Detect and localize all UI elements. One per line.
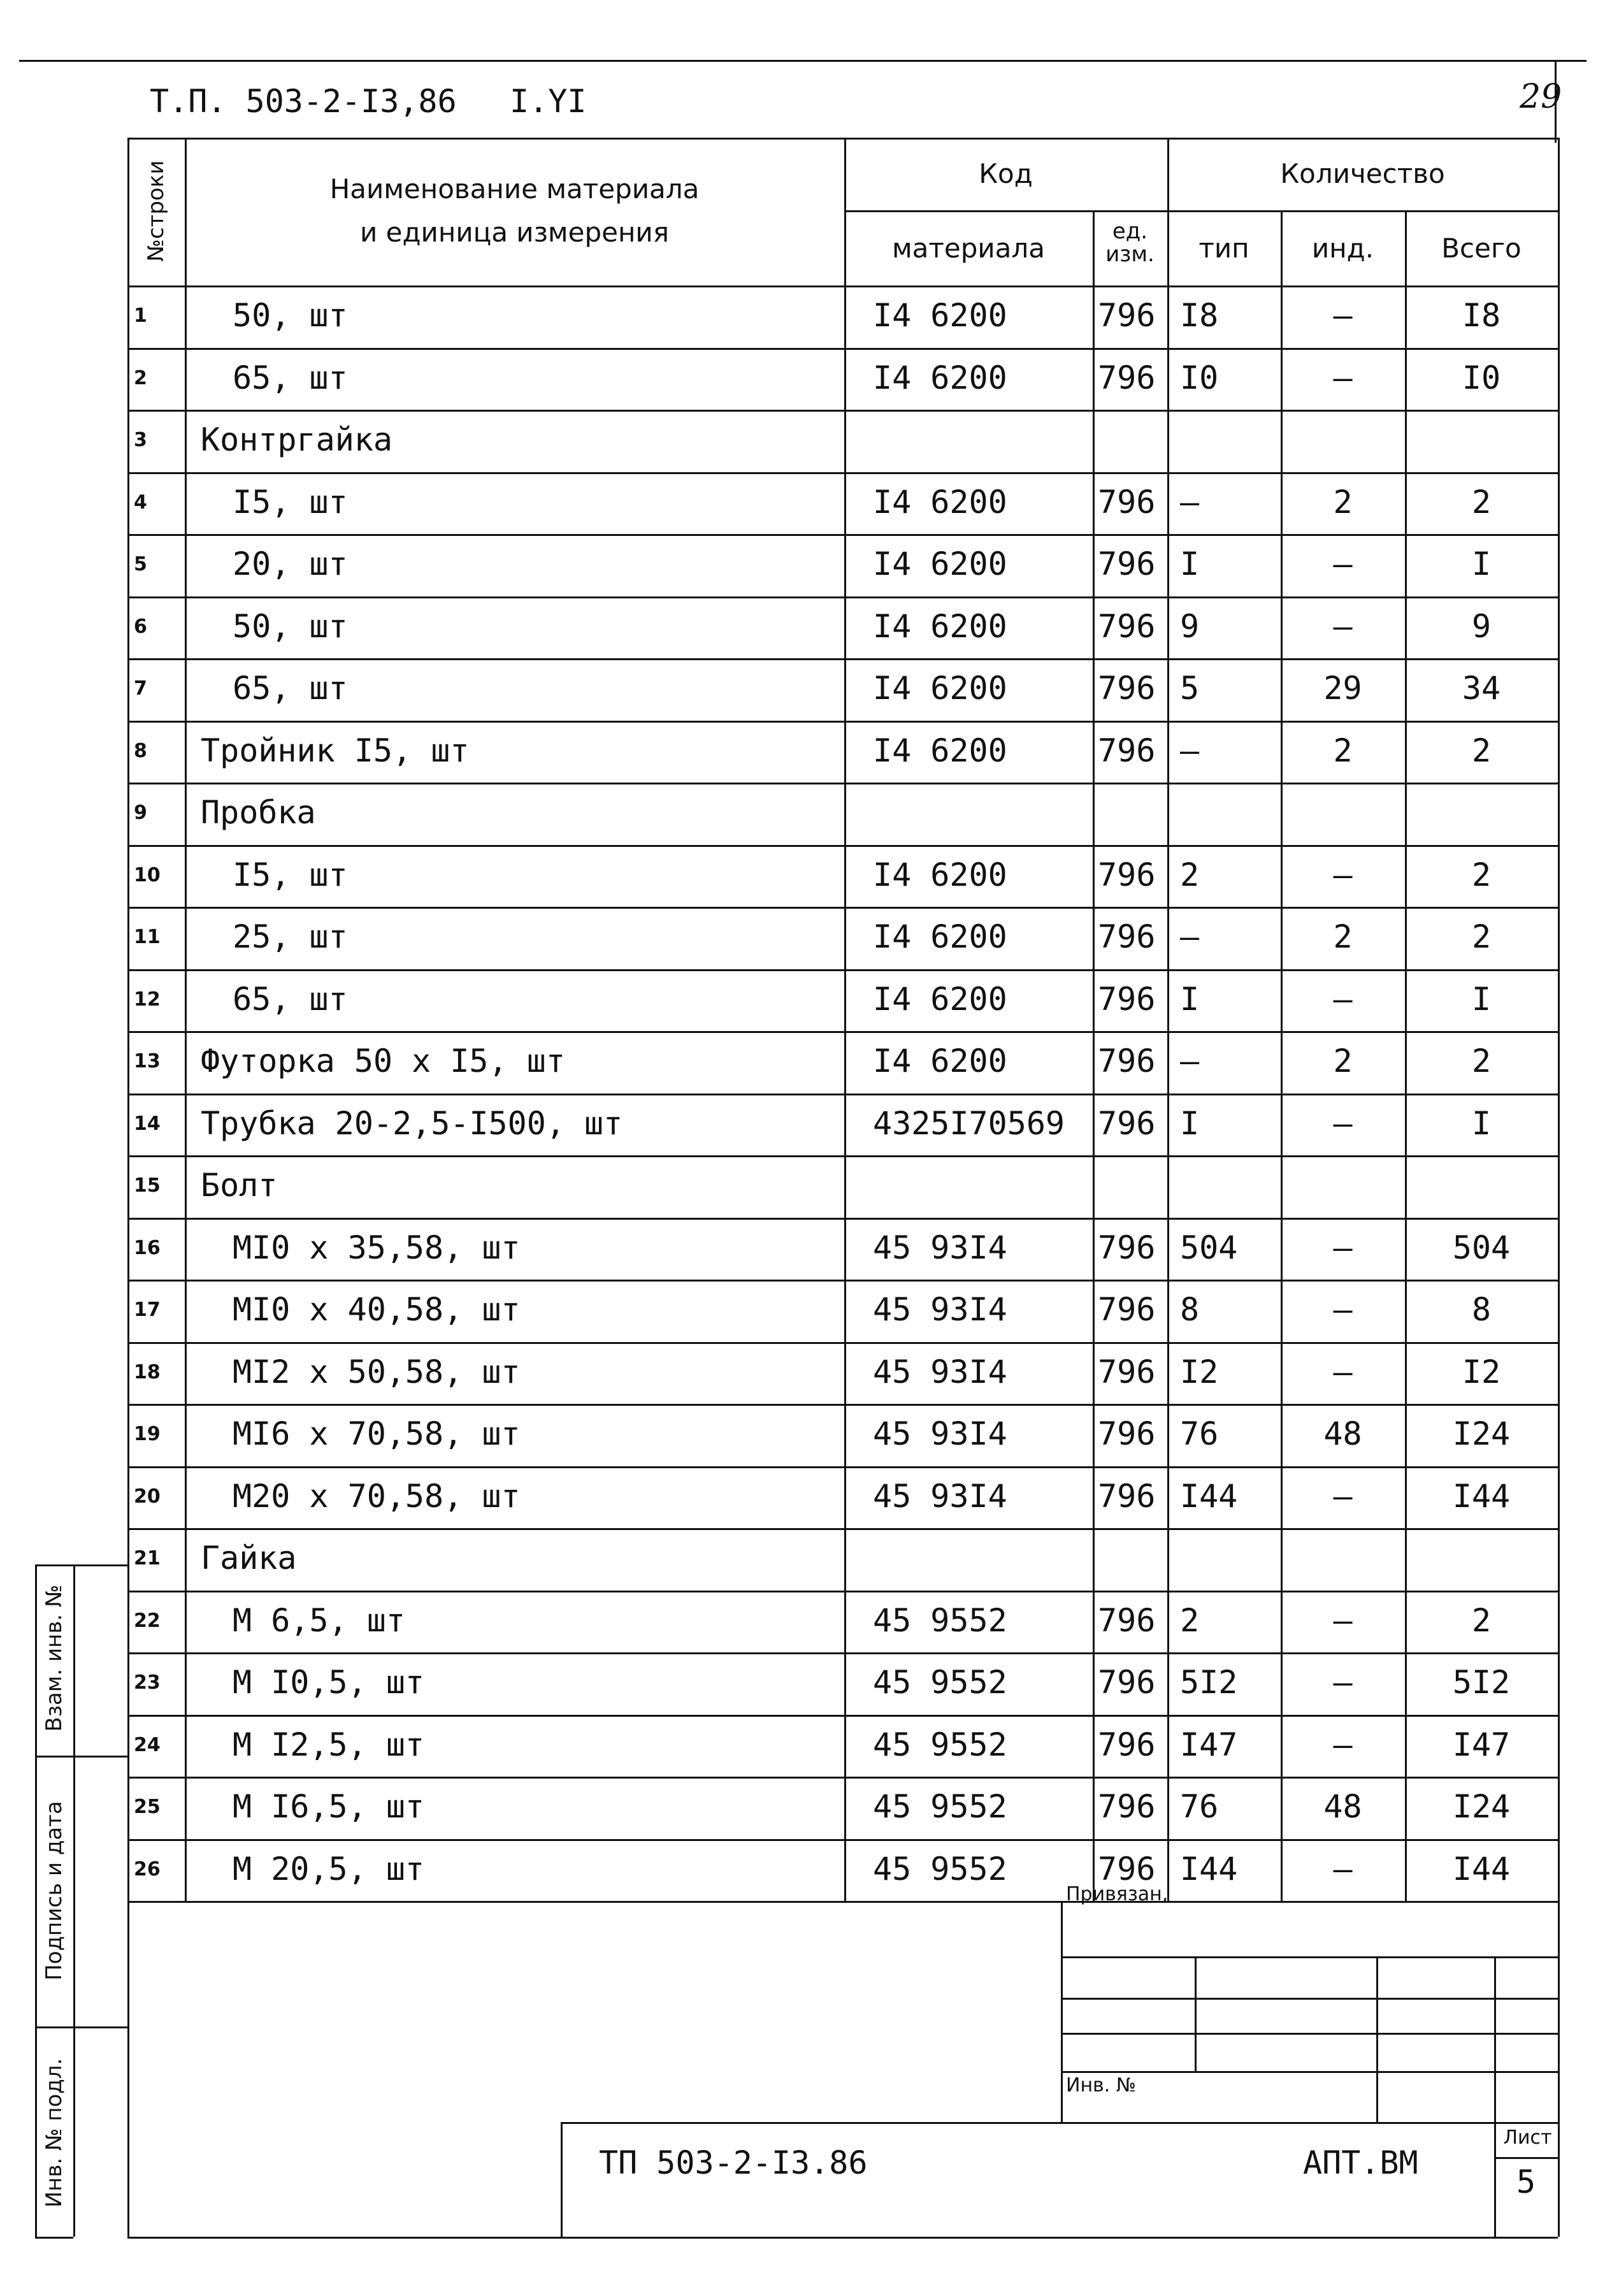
material-code: I4 6200 bbox=[873, 607, 1007, 645]
row-number: 17 bbox=[134, 1299, 161, 1321]
unit-code: 796 bbox=[1098, 545, 1156, 582]
stamp-rule bbox=[1061, 2033, 1558, 2035]
row-number: 22 bbox=[134, 1609, 161, 1632]
row-rule bbox=[127, 1155, 1558, 1157]
row-number: 19 bbox=[134, 1423, 161, 1445]
material-name: Трубка 20-2,5-I500, шт bbox=[201, 1104, 623, 1142]
row-number: 9 bbox=[134, 802, 147, 824]
qty-ind: – bbox=[1333, 1229, 1353, 1266]
unit-code: 796 bbox=[1098, 918, 1156, 955]
row-rule bbox=[127, 348, 1558, 350]
material-code: I4 6200 bbox=[873, 359, 1007, 396]
row-rule bbox=[127, 1591, 1558, 1592]
qty-total: I24 bbox=[1452, 1788, 1511, 1825]
qty-ind: – bbox=[1333, 1353, 1353, 1390]
qty-total: 2 bbox=[1471, 1601, 1492, 1639]
row-number: 15 bbox=[134, 1174, 161, 1197]
unit-code: 796 bbox=[1098, 297, 1156, 334]
qty-total: 34 bbox=[1462, 670, 1501, 707]
qty-type: 76 bbox=[1180, 1788, 1219, 1825]
material-code: 45 9552 bbox=[873, 1601, 1007, 1639]
original-inventory-label: Инв. № подл. bbox=[41, 2058, 67, 2208]
title-strip-top bbox=[561, 2122, 1558, 2124]
row-rule bbox=[127, 1404, 1558, 1406]
material-name: М I6,5, шт bbox=[233, 1788, 425, 1825]
material-code: 45 9552 bbox=[873, 1850, 1007, 1888]
table-top-rule bbox=[127, 138, 1558, 140]
material-name: Контргайка bbox=[201, 421, 393, 458]
row-rule bbox=[127, 410, 1558, 412]
row-number: 5 bbox=[134, 553, 147, 575]
qty-total: I bbox=[1471, 545, 1492, 582]
row-number: 1 bbox=[134, 305, 147, 327]
row-number: 2 bbox=[134, 366, 147, 389]
row-number: 11 bbox=[134, 926, 161, 948]
material-code: 4325I70569 bbox=[873, 1104, 1065, 1142]
unit-code: 796 bbox=[1098, 1291, 1156, 1328]
qty-type: 2 bbox=[1180, 1601, 1200, 1639]
qty-type: 76 bbox=[1180, 1415, 1219, 1452]
sheet-rule bbox=[1494, 2157, 1558, 2159]
table-bottom-rule bbox=[127, 1901, 1558, 1903]
qty-ind: 2 bbox=[1333, 732, 1353, 769]
qty-total: 2 bbox=[1471, 1043, 1492, 1079]
material-code: 45 93I4 bbox=[873, 1229, 1007, 1266]
row-rule bbox=[127, 1528, 1558, 1530]
qty-type: – bbox=[1180, 732, 1200, 769]
material-name: МI6 x 70,58, шт bbox=[233, 1415, 521, 1452]
unit-code: 796 bbox=[1098, 1415, 1156, 1452]
qty-ind: 48 bbox=[1323, 1415, 1362, 1452]
material-name: Пробка bbox=[201, 794, 316, 831]
name-header-line2: и единица измерения bbox=[360, 217, 669, 248]
material-name: М 20,5, шт bbox=[233, 1850, 425, 1888]
unit-code: 796 bbox=[1098, 1664, 1156, 1701]
material-name: МI0 x 35,58, шт bbox=[233, 1229, 521, 1266]
qty-type: 5 bbox=[1180, 670, 1200, 707]
unit-code-header: ед. изм. bbox=[1105, 219, 1155, 267]
material-name: 50, шт bbox=[233, 607, 348, 645]
material-code: 45 9552 bbox=[873, 1664, 1007, 1701]
side-strip-rule bbox=[35, 1756, 127, 1758]
material-code: I4 6200 bbox=[873, 483, 1007, 521]
material-code: I4 6200 bbox=[873, 297, 1007, 334]
material-code: I4 6200 bbox=[873, 545, 1007, 582]
row-rule bbox=[127, 658, 1558, 660]
row-number: 13 bbox=[134, 1050, 161, 1072]
stamp-left bbox=[1061, 1901, 1063, 2122]
qty-type: I bbox=[1180, 980, 1200, 1018]
side-strip-bottom bbox=[35, 2237, 73, 2239]
qty-ind: – bbox=[1333, 856, 1353, 893]
qty-type: 2 bbox=[1180, 856, 1200, 893]
material-name: I5, шт bbox=[233, 856, 348, 893]
qty-total: 8 bbox=[1471, 1291, 1492, 1328]
replacement-inventory-label: Взам. инв. № bbox=[41, 1584, 67, 1732]
side-strip-rule bbox=[35, 2026, 127, 2028]
row-rule bbox=[127, 969, 1558, 971]
qty-type: – bbox=[1180, 918, 1200, 955]
stamp-col bbox=[1195, 1956, 1197, 2071]
name-header-line1: Наименование материала bbox=[329, 173, 700, 205]
unit-code: 796 bbox=[1098, 359, 1156, 396]
sheet-number: 5 bbox=[1516, 2163, 1536, 2200]
column-rule bbox=[127, 138, 129, 1901]
stamp-rule bbox=[1061, 1998, 1558, 2000]
qty-ind: – bbox=[1333, 1104, 1353, 1142]
row-rule bbox=[127, 1839, 1558, 1841]
side-strip-outer bbox=[35, 1564, 37, 2237]
material-code: I4 6200 bbox=[873, 856, 1007, 893]
row-rule bbox=[127, 721, 1558, 723]
qty-total: I0 bbox=[1462, 359, 1501, 396]
row-number: 26 bbox=[134, 1858, 161, 1881]
qty-total: 2 bbox=[1471, 856, 1492, 893]
qty-type: 9 bbox=[1180, 607, 1200, 645]
row-number: 12 bbox=[134, 988, 161, 1011]
ind-qty-header: инд. bbox=[1311, 233, 1374, 264]
row-number: 7 bbox=[134, 677, 147, 700]
row-rule bbox=[127, 1342, 1558, 1344]
material-name: М I2,5, шт bbox=[233, 1726, 425, 1763]
row-rule bbox=[127, 845, 1558, 847]
sheet-tag: I.YI bbox=[510, 83, 587, 120]
row-number: 24 bbox=[134, 1733, 161, 1756]
qty-total: I bbox=[1471, 1104, 1492, 1142]
qty-total: 504 bbox=[1452, 1229, 1511, 1266]
header-bottom-rule bbox=[127, 285, 1558, 287]
material-name: Гайка bbox=[201, 1540, 297, 1577]
header-mid-rule bbox=[844, 210, 1558, 212]
row-number: 20 bbox=[134, 1485, 161, 1508]
unit-code: 796 bbox=[1098, 856, 1156, 893]
row-number: 4 bbox=[134, 491, 147, 514]
qty-ind: – bbox=[1333, 1726, 1353, 1763]
qty-ind: – bbox=[1333, 359, 1353, 396]
qty-total: I24 bbox=[1452, 1415, 1511, 1452]
qty-type: – bbox=[1180, 483, 1200, 521]
material-code: I4 6200 bbox=[873, 980, 1007, 1018]
qty-ind: – bbox=[1333, 607, 1353, 645]
material-code-header: материала bbox=[891, 233, 1045, 264]
row-number: 3 bbox=[134, 429, 147, 451]
qty-total: 2 bbox=[1471, 483, 1492, 521]
qty-type: I0 bbox=[1180, 359, 1219, 396]
signature-date-label: Подпись и дата bbox=[41, 1801, 67, 1981]
qty-ind: – bbox=[1333, 1477, 1353, 1515]
title-strip-left bbox=[561, 2122, 563, 2237]
qty-type: – bbox=[1180, 1043, 1200, 1079]
material-name: М20 x 70,58, шт bbox=[233, 1477, 521, 1515]
row-number: 25 bbox=[134, 1796, 161, 1818]
material-name: МI0 x 40,58, шт bbox=[233, 1291, 521, 1328]
material-name: Болт bbox=[201, 1167, 278, 1204]
material-name: 25, шт bbox=[233, 918, 348, 955]
material-code: I4 6200 bbox=[873, 732, 1007, 769]
row-rule bbox=[127, 534, 1558, 536]
material-name: Тройник I5, шт bbox=[201, 732, 470, 769]
qty-total: I8 bbox=[1462, 297, 1501, 334]
row-number: 6 bbox=[134, 615, 147, 638]
stamp-col bbox=[1376, 1956, 1378, 2122]
total-qty-header: Всего bbox=[1441, 233, 1522, 264]
frame-left bbox=[127, 1901, 129, 2237]
row-number: 14 bbox=[134, 1112, 161, 1135]
material-name: 65, шт bbox=[233, 670, 348, 707]
qty-total: I bbox=[1471, 980, 1492, 1018]
qty-ind: 2 bbox=[1333, 1043, 1353, 1079]
material-code: 45 9552 bbox=[873, 1726, 1007, 1763]
column-rule bbox=[185, 138, 187, 1901]
row-rule bbox=[127, 1777, 1558, 1779]
qty-total: I44 bbox=[1452, 1477, 1511, 1515]
qty-type: I44 bbox=[1180, 1477, 1238, 1515]
row-rule bbox=[127, 472, 1558, 474]
unit-code: 796 bbox=[1098, 1477, 1156, 1515]
qty-type: I8 bbox=[1180, 297, 1219, 334]
row-rule bbox=[127, 907, 1558, 909]
material-code: 45 93I4 bbox=[873, 1291, 1007, 1328]
stamp-rule bbox=[1061, 2071, 1558, 2073]
qty-ind: – bbox=[1333, 545, 1353, 582]
qty-type: I44 bbox=[1180, 1850, 1238, 1888]
unit-code: 796 bbox=[1098, 980, 1156, 1018]
material-name: Футорка 50 x I5, шт bbox=[201, 1043, 565, 1079]
row-rule bbox=[127, 1031, 1558, 1033]
row-number: 18 bbox=[134, 1361, 161, 1383]
row-number: 16 bbox=[134, 1236, 161, 1259]
qty-total: I2 bbox=[1462, 1353, 1501, 1390]
qty-total: 9 bbox=[1471, 607, 1492, 645]
row-number: 8 bbox=[134, 739, 147, 762]
qty-total: I47 bbox=[1452, 1726, 1511, 1763]
unit-code: 796 bbox=[1098, 732, 1156, 769]
material-name: 65, шт bbox=[233, 980, 348, 1018]
qty-ind: – bbox=[1333, 1850, 1353, 1888]
doc-reference: Т.П. 503-2-I3,86 bbox=[150, 83, 457, 120]
sheet-label: Лист bbox=[1503, 2126, 1552, 2149]
qty-ind: 2 bbox=[1333, 918, 1353, 955]
material-code: I4 6200 bbox=[873, 918, 1007, 955]
qty-total: 2 bbox=[1471, 732, 1492, 769]
material-name: 50, шт bbox=[233, 297, 348, 334]
quantity-header: Количество bbox=[1280, 158, 1445, 189]
material-name: 20, шт bbox=[233, 545, 348, 582]
qty-ind: – bbox=[1333, 1601, 1353, 1639]
material-code: I4 6200 bbox=[873, 670, 1007, 707]
qty-ind: 48 bbox=[1323, 1788, 1362, 1825]
column-rule bbox=[1093, 210, 1095, 1901]
row-rule bbox=[127, 1715, 1558, 1717]
qty-type: I47 bbox=[1180, 1726, 1238, 1763]
frame-bottom bbox=[127, 2237, 1558, 2239]
qty-total: 5I2 bbox=[1452, 1664, 1511, 1701]
stamp-rule bbox=[1061, 1956, 1558, 1958]
inventory-no-label: Инв. № bbox=[1066, 2074, 1137, 2097]
side-strip-inner bbox=[73, 1564, 75, 2237]
qty-type: I bbox=[1180, 1104, 1200, 1142]
qty-ind: 2 bbox=[1333, 483, 1353, 521]
row-number: 23 bbox=[134, 1671, 161, 1694]
material-code: I4 6200 bbox=[873, 1043, 1007, 1079]
row-rule bbox=[127, 1218, 1558, 1220]
qty-total: 2 bbox=[1471, 918, 1492, 955]
unit-code: 796 bbox=[1098, 1043, 1156, 1079]
document-code: ТП 503-2-I3.86 bbox=[599, 2144, 868, 2181]
qty-type: I bbox=[1180, 545, 1200, 582]
column-rule bbox=[1558, 138, 1560, 1901]
qty-type: 5I2 bbox=[1180, 1664, 1238, 1701]
qty-ind: – bbox=[1333, 297, 1353, 334]
material-name: М 6,5, шт bbox=[233, 1601, 405, 1639]
row-rule bbox=[127, 1652, 1558, 1654]
row-number-header: №строки bbox=[143, 160, 169, 262]
qty-type: 504 bbox=[1180, 1229, 1238, 1266]
column-rule bbox=[1167, 138, 1169, 1901]
row-rule bbox=[127, 1094, 1558, 1095]
material-name: МI2 x 50,58, шт bbox=[233, 1353, 521, 1390]
qty-ind: 29 bbox=[1323, 670, 1362, 707]
row-rule bbox=[127, 1466, 1558, 1468]
qty-total: I44 bbox=[1452, 1850, 1511, 1888]
qty-ind: – bbox=[1333, 980, 1353, 1018]
type-qty-header: тип bbox=[1198, 233, 1249, 264]
unit-code: 796 bbox=[1098, 1353, 1156, 1390]
row-number: 10 bbox=[134, 863, 161, 886]
bound-label: Привязан, bbox=[1066, 1883, 1169, 1905]
row-number: 21 bbox=[134, 1547, 161, 1570]
unit-code: 796 bbox=[1098, 1601, 1156, 1639]
unit-code: 796 bbox=[1098, 1229, 1156, 1266]
column-rule bbox=[844, 138, 846, 1901]
qty-ind: – bbox=[1333, 1291, 1353, 1328]
unit-code: 796 bbox=[1098, 1850, 1156, 1888]
material-name: I5, шт bbox=[233, 483, 348, 521]
row-rule bbox=[127, 1280, 1558, 1282]
row-rule bbox=[127, 596, 1558, 598]
material-code: 45 93I4 bbox=[873, 1415, 1007, 1452]
material-code: 45 9552 bbox=[873, 1788, 1007, 1825]
section-code: АПТ.ВМ bbox=[1303, 2144, 1418, 2181]
code-header: Код bbox=[979, 158, 1033, 189]
frame-right bbox=[1558, 1901, 1560, 2237]
row-rule bbox=[127, 783, 1558, 784]
qty-type: I2 bbox=[1180, 1353, 1219, 1390]
material-code: 45 93I4 bbox=[873, 1477, 1007, 1515]
qty-ind: – bbox=[1333, 1664, 1353, 1701]
unit-code: 796 bbox=[1098, 1788, 1156, 1825]
unit-code: 796 bbox=[1098, 1104, 1156, 1142]
unit-code: 796 bbox=[1098, 607, 1156, 645]
unit-code: 796 bbox=[1098, 483, 1156, 521]
material-name: М I0,5, шт bbox=[233, 1664, 425, 1701]
material-code: 45 93I4 bbox=[873, 1353, 1007, 1390]
unit-code: 796 bbox=[1098, 670, 1156, 707]
material-name: 65, шт bbox=[233, 359, 348, 396]
qty-type: 8 bbox=[1180, 1291, 1200, 1328]
unit-code: 796 bbox=[1098, 1726, 1156, 1763]
page-number: 29 bbox=[1520, 78, 1562, 116]
top-border bbox=[19, 60, 1587, 62]
